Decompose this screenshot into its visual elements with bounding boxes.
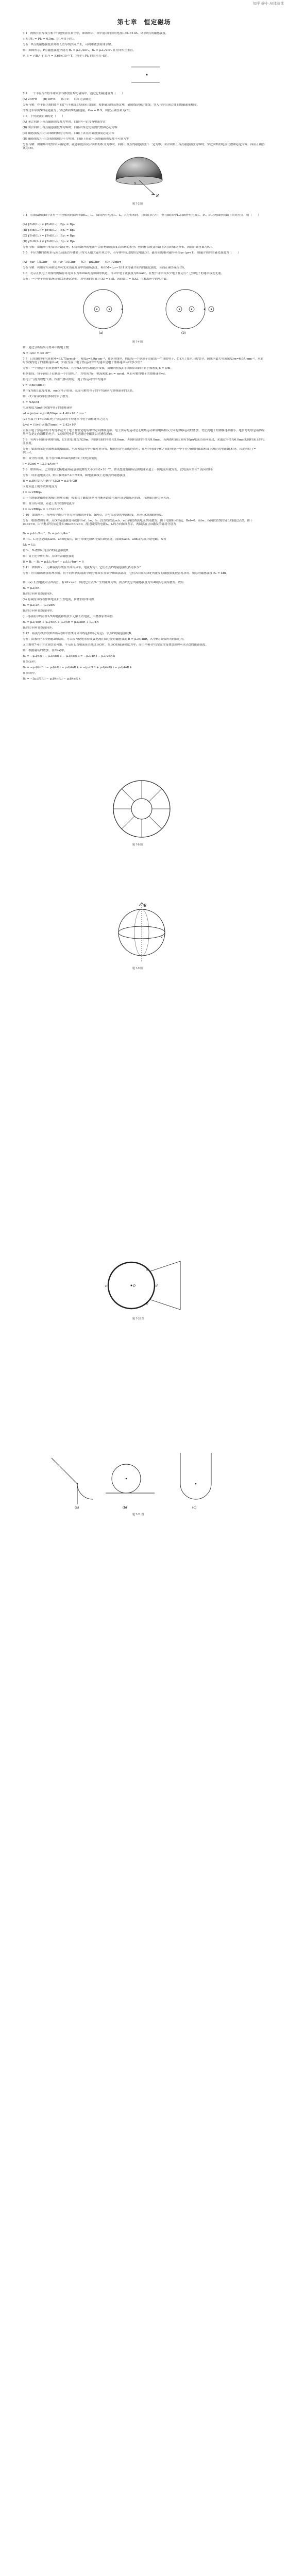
svg-text:b: b — [146, 1302, 148, 1306]
paragraph: 7-4 在图(a)和(b)中各有一半径相同的圆形回路L₁、L₂，圆周内有电流I₁、I₂，其分布相同，且均在真空中，但在(b)图中L₂回路外有电流I₃，P₁、P₂为两圆形回路上的对应点，则（ ） — [23, 214, 261, 217]
paragraph: (B) 闭合回路上各点磁感强度都为零时，回路内穿过电流的代数和必定为零 — [23, 126, 117, 129]
paragraph: B₀ = μ₀I/8R — [23, 587, 40, 590]
paragraph: B₀ = μ₀I/2R − μ₀I/2πR — [23, 604, 55, 607]
svg-text:I: I — [161, 935, 163, 939]
paragraph: B₀的方向垂直纸面向外。 — [23, 626, 55, 630]
paragraph: 7-10 如图所示，有两根导线沿半径方向接触铁环的a、b两点，并与很远处的电源相接。求环心O的磁感强度。 — [23, 514, 165, 517]
chapter-title: 第七章 恒定磁场 — [117, 19, 171, 26]
paragraph: 解：由分析可知，在半径r=6.0mm的圆柱面上的电流密度 — [23, 457, 97, 460]
paragraph: 分析：由教材7-4节例题2的结果，可以很方便地求得圆弧电流在圆心处的磁感强度 B = μ₀Iθ/4πR，式中θ为圆弧所对的圆心角。 — [23, 638, 187, 641]
paragraph: 分析与解：利用安培环路定理可先求出磁介质中的磁场强度，再由M=(μr−1)H 求得磁介质内的磁化强度，因而正确答案为(B)。 — [23, 266, 187, 269]
paragraph: 即穿过半球面S的磁通量等于穿过圆面S′的磁通量，Φm = B·S，因此正确答案为(B)。 — [23, 109, 133, 112]
paragraph: B₁ = μ₀I₁l₁/4πr²，B₂ = μ₀I₂l₂/4πr² — [23, 532, 70, 535]
paragraph: 分析：一个铜原子的质量m=M/NA，其中NA为阿伏伽德罗常数，由铜的密度ρ可以推算出铜的原子数密度 n = ρ/m。 — [23, 367, 174, 370]
paragraph: 7-2 一个半径为R的半球面形导体放在均匀磁场中，通过它的磁通量为（ ） — [23, 92, 125, 95]
paragraph: 分析与解：作半径为R的圆平面S′与半球面S构成闭合曲面，根据磁场的高斯定理，磁感线是闭合曲线，穿入与穿出闭合曲面的磁通量相等。 — [23, 104, 200, 107]
paragraph: (D) ∮B·dl(L₁) ≠ ∮B·dl(L₂)，Bp₁ ≠ Bp₂ — [23, 240, 75, 243]
paragraph: I₁l₁ = I₂l₂ — [23, 544, 36, 547]
paragraph: (c) 将载流导线看作1/2圆电流和两段半无限长直电流，由叠加原理可得 — [23, 615, 113, 618]
paragraph: 将B₁、B₂叠加可得点O的磁感强度B。 — [23, 549, 72, 552]
paragraph: j = I/2πrl = 13.3 μA·m⁻² — [23, 463, 58, 466]
paragraph: 分析：一个电子绕存储环近似以光速运动时，对电流的贡献为 ΔI = ec/l，因而由 I = NΔI，可解出环中的电子数。 — [23, 278, 170, 281]
paragraph: v̄/vd = (1/vd)√(8kT/πme) ≈ 2.42×10⁸ — [23, 423, 77, 427]
paragraph: (A) ∮B·dl(L₁) = ∮B·dl(L₂)，Bp₁ = Bp₂ — [23, 223, 75, 226]
figure-7-10 — [98, 1257, 185, 1314]
paragraph: 根据假设，每个铜原子贡献出一个自由电子，其电荷为e，电流密度 jm = nevd。从而可解得电子的漂移速率vd。 — [23, 372, 168, 376]
figure-7-11-caption: 题 7-11 图 — [132, 1513, 144, 1516]
paragraph: 解：(a) 长直电流对点O而言，有Idl×r=0，因此它在点O产生的磁场为零，则点O处总的磁感强度为1/4圆弧电流所激发，故有 — [23, 581, 184, 584]
paragraph: 分析与解：由磁场中的安培环路定理，积分回路外的电流不会影响磁感强度沿回路的积分；但同样会改变回路上各点的磁场分布。因而正确答案为(C)。 — [23, 246, 215, 249]
watermark: 知乎 @小·AI体验课 — [253, 2, 284, 6]
paragraph: 其中k为玻耳兹曼常量，me为电子质量。从而可解得电子的平均速率与漂移速率的关系。 — [23, 389, 135, 393]
paragraph: 7-6 北京正负电子对撞机的储存环是周长为240m的近似圆形轨道，当环中电子流强度为8mA时，在整个环中有多少电子在运行？已知电子的速率接近光速。 — [23, 272, 224, 275]
paragraph: 室温下电子热运动的平均速率远大于电子在恒定电场中的定向漂移速率。电子实际的运动是无规热运动和沿电场相反方向的漂移运动的叠加。考虑到电子的漂移速率很小，电信号的信息载体显然不会是定向漂移的电子。实验证明电信号是通过电磁波以光速传递的。 — [23, 429, 265, 436]
svg-text:B: B — [156, 194, 159, 198]
paragraph: (D) 磁感强度沿闭合回路的积分不为零时，回路上任意一点的磁感强度都不可能为零 — [23, 138, 129, 141]
paragraph: 分析：P点的磁感强度由两根长直导线共同产生，可利用叠加原理求解。 — [23, 43, 114, 46]
paragraph: 7-1 两根长直导线互相平行地放置在真空中，如图所示，其中通以同向的电流I₁=I₂=10A。试求P点的磁感强度。 — [23, 32, 168, 35]
svg-text:a: a — [146, 1268, 148, 1272]
svg-text:S: S — [134, 182, 137, 185]
figure-7-2-caption: 题 7-2 图 — [132, 202, 143, 206]
figure-7-4b-label: (b) — [181, 331, 186, 335]
svg-text:(a): (a) — [75, 1506, 79, 1510]
paragraph: 分析：根据叠加原理，点O的磁感强度可视作由ef、be、fa三段直线以及acb、adb两段圆弧电流共同激发。由于电源距环较远，Bef=0。而be、fa两段直线的延长线通过点O，由于Idl×r=0，由毕奥-萨伐尔定律知 Bbe=Bfa=0。流过圆弧的电流I₁、I₂的方向如图所示，两圆弧在点O激发的磁场分别为 — [23, 519, 253, 526]
paragraph: 解：如图所示，P点磁感强度分别为 B₁ = μ₀I₁/2πr₁，B₂ = μ₀I₂/2πr₂ 且方向相互垂直。 — [23, 49, 136, 52]
paragraph: 已知 PI₁ = PI₂ = 0.5m，PI₁垂直于PI₂。 — [23, 38, 77, 41]
paragraph: 7-8 有两个同轴导体圆柱面，它们的长度均为20m，内圆柱面的半径为3.0mm，外圆柱面的半径为9.0mm。若两圆柱面之间有10μA电流沿径向流过，求通过半径为6.0mm的圆柱面上的电流密度。 — [23, 438, 265, 445]
paragraph: B = B₁ − B₂ = μ₀I₁l₁/4πr² − μ₀I₂l₂/4πr² = 0 — [23, 561, 84, 564]
paragraph: B₀的方向垂直纸面向里。 — [23, 609, 55, 613]
paragraph: (A) −(μr−1)I/2πr (B) (μr−1)I/2πr (C) −μrI/2πr (D) I/2πμrr — [23, 261, 121, 264]
paragraph: v̄ = √(8kT/πme) — [23, 384, 46, 387]
paragraph: 电流密度为jm时铜线内电子的漂移速率 — [23, 406, 73, 410]
paragraph: 解：由分析可知，赤道上的等效圆电流为 — [23, 502, 75, 505]
paragraph: 7-3 下列说法正确的是（ ） — [23, 115, 65, 118]
svg-text:(c): (c) — [192, 1506, 197, 1510]
paragraph: 7-11 如图所示，几种载流导线在平面内分布，电流均为I，它们在点O的磁感强度各为多少？ — [23, 566, 142, 569]
paragraph: 解：(1) 铜导线单位体积的原子数为 — [23, 395, 69, 398]
paragraph: (A) 闭合回路上各点磁感强度都为零时，回路内一定没有电流穿过 — [23, 121, 106, 124]
figure-7-2 — [111, 149, 167, 198]
figure-7-4-caption: 题 7-4 图 — [132, 341, 143, 344]
paragraph: 分析：如图所示是同轴柱面的横截面，电流密度j对中心轴对称分布。根据恒定电流的连续性，在两个同轴导体之间的任意一个半径为r的同轴圆柱面上流过的电流I都相等，因此可得 j = I/2πrl。 — [23, 448, 256, 454]
svg-text:c: c — [105, 1284, 107, 1288]
paragraph: B₀ = −μ₀I/4πR i − μ₀I/4R i − μ₀I/4πR k = −(μ₀I/4R + μ₀I/4πR) i − μ₀I/4πR k — [23, 666, 132, 669]
paragraph: 又由教材7-4节的计算结果可知，半无限长直电流延长线过点O时，在点O的磁感强度为零；而由毕奥-萨伐尔定律及叠加原理可求点O的磁感强度。 — [23, 643, 209, 647]
paragraph: 7-7 已知铜的摩尔质量M=63.75g·mol⁻¹，密度ρ=8.9g·cm⁻³，在铜导线里，假设每一个铜原子贡献出一个自由电子，(1)为了技术上的安全，铜线内最大电流密度jm=6.0A·mm⁻²，求此时铜线内电子的漂移速率vd；(2)在室温下电子热运动的平均速率是电子漂移速率vd的多少倍？ — [23, 358, 263, 364]
paragraph: 解：根据磁场的叠加，在图(a)中， — [23, 649, 67, 652]
paragraph: 7-5 半径为R的圆柱形无限长载流直导体置于均匀无限大磁介质之中，若导体中流过的恒定电流为I，磁介质的相对磁导率为μr (μr<1)，则磁介质内的磁化强度为（ ） — [23, 251, 241, 255]
paragraph: I = 4√2RB/μ₀ — [23, 491, 42, 494]
paragraph: B₀ = −μ₀I/4R i − μ₀I/4πR k − μ₀I/4πR k = −μ₀I/4R i − μ₀I/2πR k — [23, 655, 115, 658]
paragraph: 则 B = √(B₁² + B₂²) = 5.66×10⁻⁶ T，方向与 PI₁ 的夹角为 45°。 — [23, 55, 111, 58]
paragraph: 其中l₁、l₂分别是圆弧acb、adb的弧长，由于导线电阻R与弧长l成正比，而圆弧acb、adb又构成并联电路，故有 — [23, 538, 166, 541]
figure-7-9-caption: 题 7-9 图 — [132, 967, 143, 970]
paragraph: 分析：应用磁场叠加原理求解。将不同形状的载流导线分解成长直部分和圆弧部分，它们各自在点O处所激发的磁感强度较容易求得，则总的磁感强度 B₀ = ΣBi。 — [23, 572, 229, 575]
paragraph: (b) 将载流导线看作圆电流和长直电流，由叠加原理可得 — [23, 598, 94, 601]
paragraph: 解：通过分析结果可得环中的电子数 — [23, 346, 69, 349]
figure-7-4a-label: (a) — [99, 331, 104, 335]
svg-text:O: O — [133, 1284, 135, 1288]
paragraph: 由于在地球地磁场的N极在地理南极，根据右手螺旋法则可判断赤道圆电流应该是由东向西流，与地球自转方向相反。 — [23, 497, 173, 500]
paragraph: (C) ∮B·dl(L₁) = ∮B·dl(L₂)，Bp₁ ≠ Bp₂ — [23, 234, 75, 238]
paragraph: 在图(c)中， — [23, 672, 38, 675]
paragraph: B = μ₀IR²/2(R²+R²)^(3/2) = μ₀I/4√2R — [23, 480, 77, 483]
paragraph: B₀ = μ₀I/4πR + μ₀I/4πR + μ₀I/4R = μ₀I/2πR + μ₀I/4R — [23, 621, 99, 624]
paragraph: B₀ = −3μ₀I/8R i − μ₀I/4πR j − μ₀I/4πR k — [23, 677, 81, 681]
paragraph: (C) 磁感强度沿闭合回路的积分为零时，回路上各点的磁感强度必定为零 — [23, 132, 115, 135]
figure-7-8-caption: 题 7-8 图 — [132, 843, 143, 846]
paragraph: 在图(b)中， — [23, 660, 39, 664]
paragraph: 分析：设赤道电流为I，则由教材第7-4节例2知，圆电流轴线上北极点的磁感强度 — [23, 474, 126, 477]
paragraph: N = Il/ec = 4×10¹⁰ — [23, 352, 50, 355]
svg-text:B: B — [144, 904, 147, 908]
figure-7-10-caption: 题 7-10 图 — [132, 1317, 144, 1320]
paragraph: 7-12 载流导线形状如图所示(图中直线部分导线延伸到无穷远)，求点O的磁感强度B。 — [23, 632, 134, 635]
paragraph: (2) 室温下(T=300K)电子热运动的平均速率与电子漂移速率之比为 — [23, 418, 108, 421]
figure-7-1 — [129, 62, 165, 88]
paragraph: (B) ∮B·dl(L₁) ≠ ∮B·dl(L₂)，Bp₁ = Bp₂ — [23, 229, 75, 232]
figure-7-11 — [46, 1448, 242, 1510]
paragraph: n = NAρ/M — [23, 401, 39, 404]
figure-7-4 — [62, 283, 227, 335]
svg-text:(b): (b) — [123, 1506, 127, 1510]
paragraph: (A) 2πR²B (B) πR²B (C) 0 (D) 无法确定 — [23, 98, 92, 101]
paragraph: 因此赤道上的等效圆电流为 — [23, 485, 58, 488]
paragraph: B₀的方向垂直纸面向外。 — [23, 592, 55, 596]
paragraph: 将电子气视为理想气体，根据气体动理论，电子热运动的平均速率 — [23, 378, 107, 381]
paragraph: vd = jm/ne = jmM/NAρe = 4.46×10⁻⁴ m·s⁻¹ — [23, 412, 87, 415]
figure-7-9 — [111, 902, 173, 963]
paragraph: 解：由上述分析可知，点O的合磁感强度 — [23, 555, 74, 558]
svg-text:d: d — [156, 1284, 158, 1288]
paragraph: 分析与解：由磁场中的安培环路定理，磁感强度沿闭合回路的积分为零时，回路上各点的磁感强度不一定为零；闭合回路上各点磁感强度为零时，穿过回路的电流代数和必定为零。因而正确答案为(B)。 — [23, 143, 265, 150]
figure-7-8 — [108, 778, 175, 840]
paragraph: 7-9 如图所示，已知地球北极地磁场磁感强度B的大小为6.0×10⁻⁵T。如设想此地磁场是由地球赤道上一圆电流所激发的，此电流有多大？流向如何？ — [23, 468, 215, 471]
paragraph: I = 4√2RB/μ₀ = 1.73×10⁹ A — [23, 508, 63, 511]
